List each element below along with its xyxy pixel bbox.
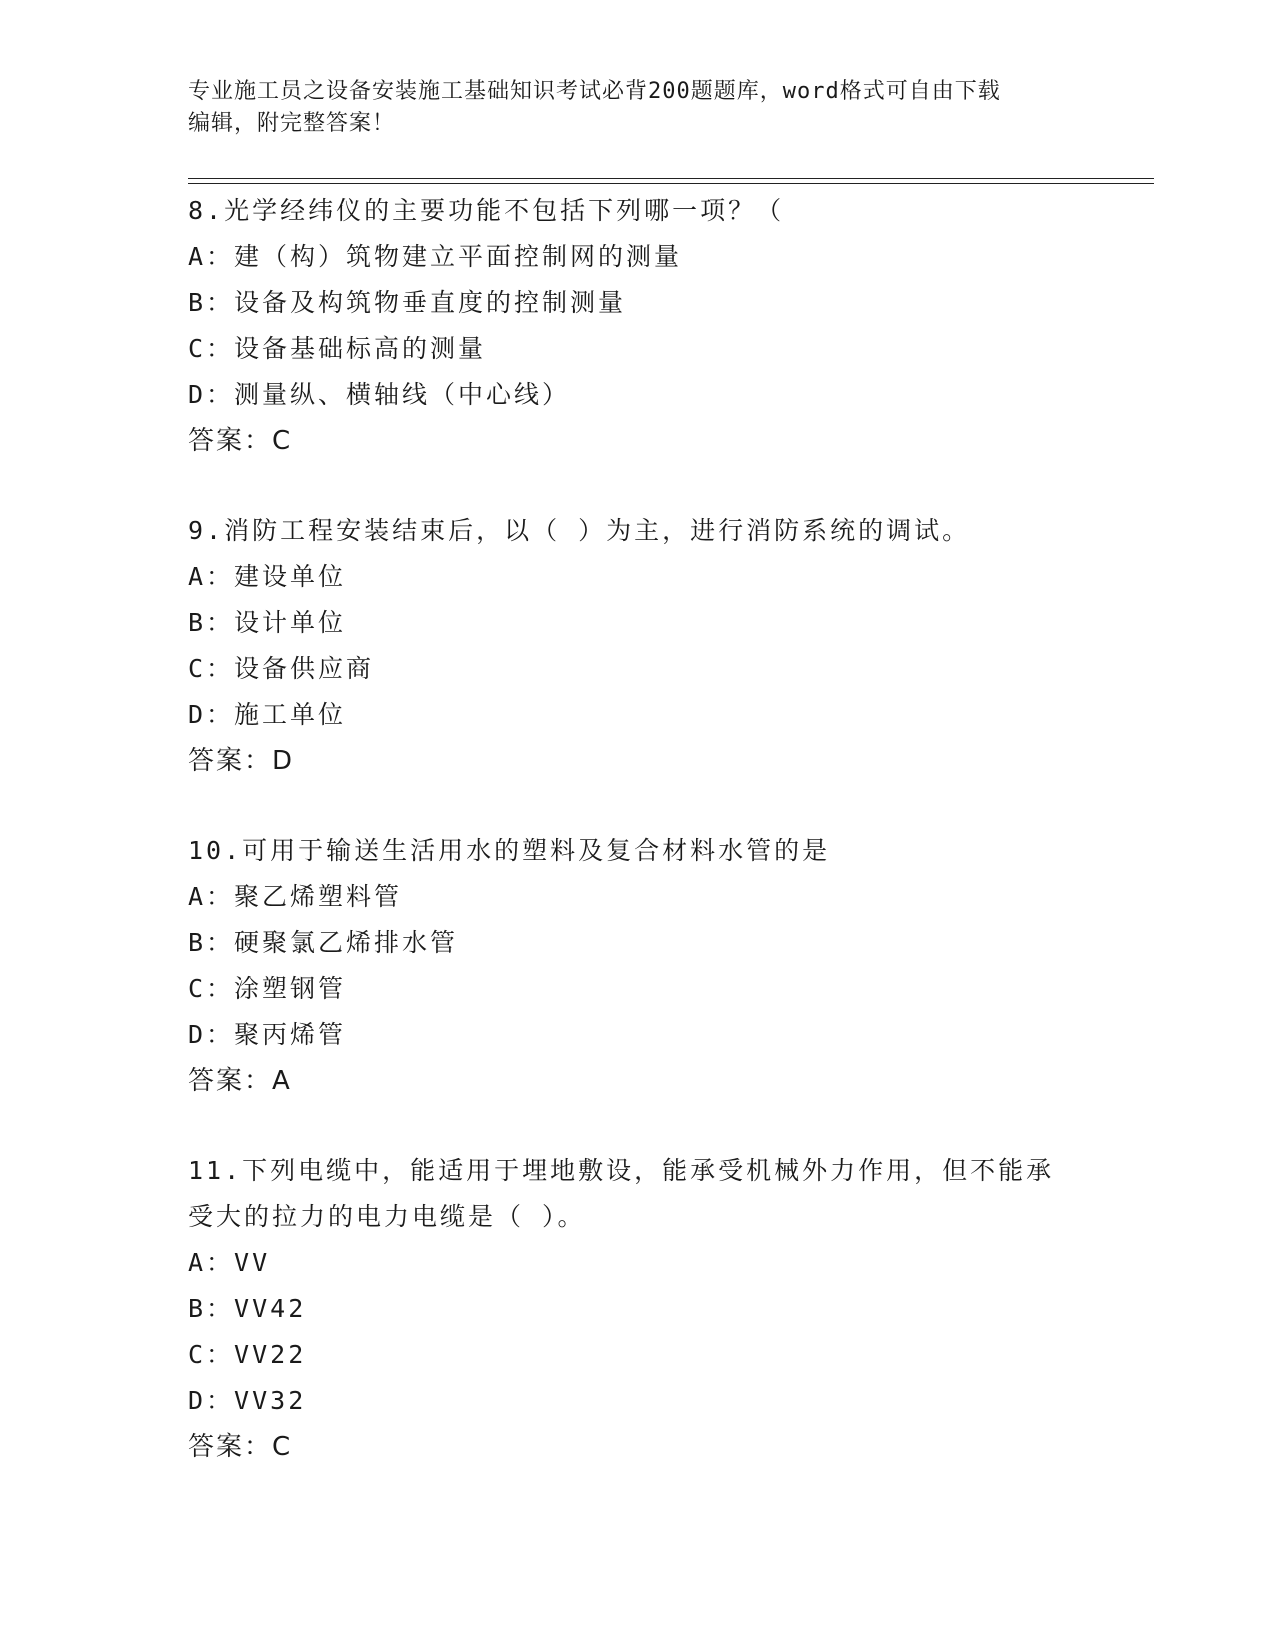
header-line-1: 专业施工员之设备安装施工基础知识考试必背200题题库，word格式可自由下载 xyxy=(188,79,1001,104)
option-a: A：建（构）筑物建立平面控制网的测量 xyxy=(188,242,683,271)
question-9 xyxy=(188,508,1088,784)
option-b: B：硬聚氯乙烯排水管 xyxy=(188,928,459,957)
header-line-2: 编辑，附完整答案！ xyxy=(188,111,396,136)
option-b: B：设备及构筑物垂直度的控制测量 xyxy=(188,288,627,317)
option-d: D：聚丙烯管 xyxy=(188,1020,347,1049)
question-stem: 9.消防工程安装结束后，以（ ）为主，进行消防系统的调试。 xyxy=(188,516,971,545)
answer: 答案：C xyxy=(188,426,293,456)
option-d: D：测量纵、横轴线（中心线） xyxy=(188,380,571,409)
question-stem-line-2: 受大的拉力的电力电缆是（ ）。 xyxy=(188,1202,586,1231)
option-c: C：设备供应商 xyxy=(188,654,375,683)
option-c: C：设备基础标高的测量 xyxy=(188,334,487,363)
question-8 xyxy=(188,188,1088,464)
answer: 答案：D xyxy=(188,746,295,776)
option-a: A：建设单位 xyxy=(188,562,347,591)
option-c: C：VV22 xyxy=(188,1340,307,1369)
option-a: A：聚乙烯塑料管 xyxy=(188,882,403,911)
document-header xyxy=(188,76,1068,140)
answer: 答案：A xyxy=(188,1066,292,1096)
option-d: D：施工单位 xyxy=(188,700,347,729)
question-stem: 10.可用于输送生活用水的塑料及复合材料水管的是 xyxy=(188,836,831,865)
option-d: D：VV32 xyxy=(188,1386,307,1415)
option-c: C：涂塑钢管 xyxy=(188,974,347,1003)
question-10 xyxy=(188,828,1088,1104)
answer: 答案：C xyxy=(188,1432,293,1462)
option-a: A：VV xyxy=(188,1248,271,1277)
option-b: B：设计单位 xyxy=(188,608,347,637)
header-divider-top xyxy=(188,178,1154,179)
question-stem: 8.光学经纬仪的主要功能不包括下列哪一项？（ xyxy=(188,196,785,225)
question-stem-line-1: 11.下列电缆中，能适用于埋地敷设，能承受机械外力作用，但不能承 xyxy=(188,1156,1055,1185)
header-divider-bottom xyxy=(188,183,1154,184)
option-b: B：VV42 xyxy=(188,1294,307,1323)
question-11 xyxy=(188,1148,1088,1470)
